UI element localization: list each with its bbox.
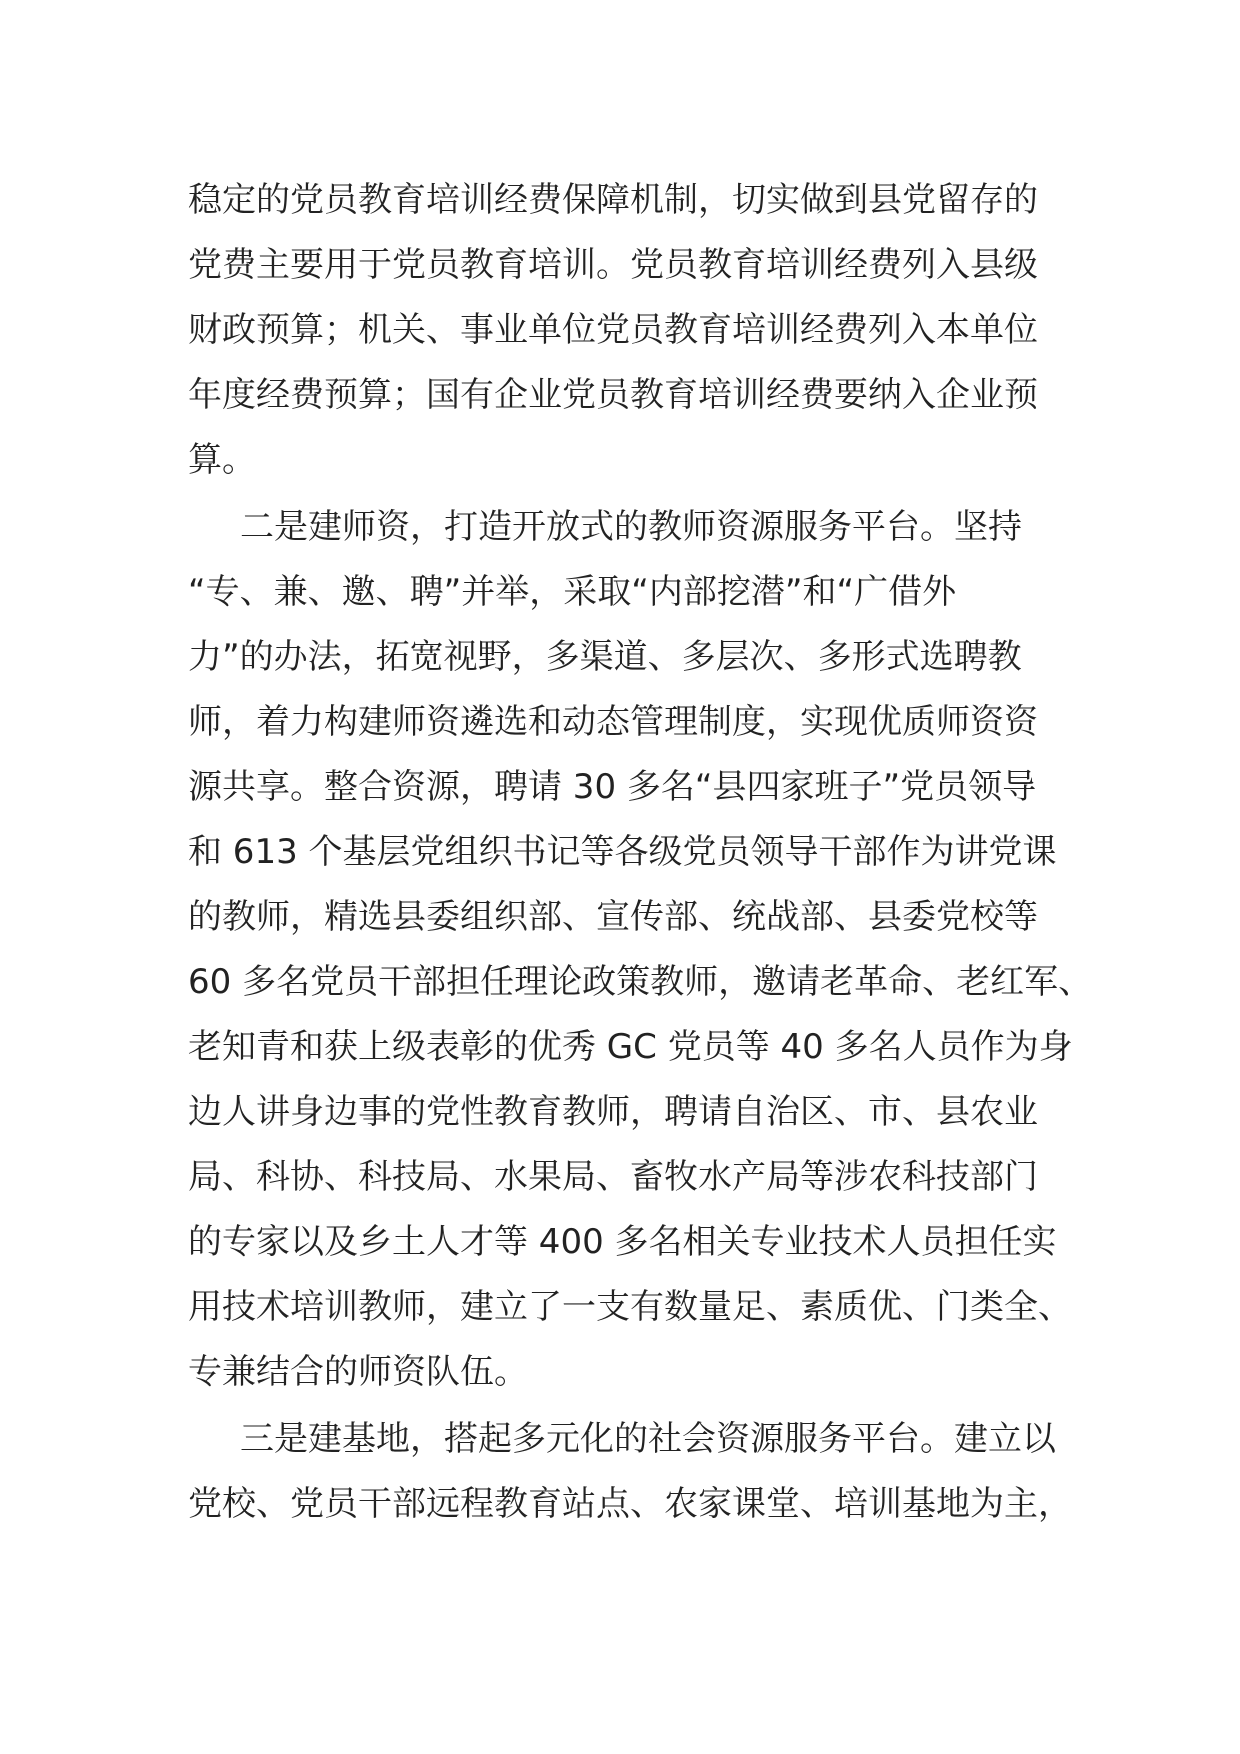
text-line: 稳定的党员教育培训经费保障机制，切实做到县党留存的 [188,180,1038,220]
text-line: 和 613 个基层党组织书记等各级党员领导干部作为讲党课 [188,832,1057,872]
text-line: 党费主要用于党员教育培训。党员教育培训经费列入县级 [188,245,1038,285]
text-line: 年度经费预算；国有企业党员教育培训经费要纳入企业预 [188,375,1038,415]
text-line: 的教师，精选县委组织部、宣传部、统战部、县委党校等 [188,897,1038,937]
text-line: 三是建基地，搭起多元化的社会资源服务平台。建立以 [240,1419,1056,1459]
text-line: 边人讲身边事的党性教育教师，聘请自治区、市、县农业 [188,1092,1038,1132]
text-line: 力”的办法，拓宽视野，多渠道、多层次、多形式选聘教 [188,637,1022,677]
text-line: 60 多名党员干部担任理论政策教师，邀请老革命、老红军、 [188,962,1093,1002]
text-line: 二是建师资，打造开放式的教师资源服务平台。坚持 [240,507,1022,547]
text-line: 党校、党员干部远程教育站点、农家课堂、培训基地为主， [188,1484,1072,1524]
text-line: 算。 [188,440,256,480]
text-line: 专兼结合的师资队伍。 [188,1352,528,1392]
paragraph-bases [188,1407,1072,1537]
text-line: 财政预算；机关、事业单位党员教育培训经费列入本单位 [188,310,1038,350]
text-line: “专、兼、邀、聘”并举，采取“内部挖潜”和“广借外 [188,572,957,612]
text-line: 用技术培训教师，建立了一支有数量足、素质优、门类全、 [188,1287,1072,1327]
text-line: 局、科协、科技局、水果局、畜牧水产局等涉农科技部门 [188,1157,1038,1197]
text-line: 老知青和获上级表彰的优秀 GC 党员等 40 多名人员作为身 [188,1027,1073,1067]
document-body [188,168,1093,1537]
paragraph-teachers [188,495,1093,1405]
text-line: 的专家以及乡土人才等 400 多名相关专业技术人员担任实 [188,1222,1057,1262]
paragraph-funding-continued [188,168,1050,493]
text-line: 师，着力构建师资遴选和动态管理制度，实现优质师资资 [188,702,1038,742]
text-line: 源共享。整合资源，聘请 30 多名“县四家班子”党员领导 [188,767,1037,807]
